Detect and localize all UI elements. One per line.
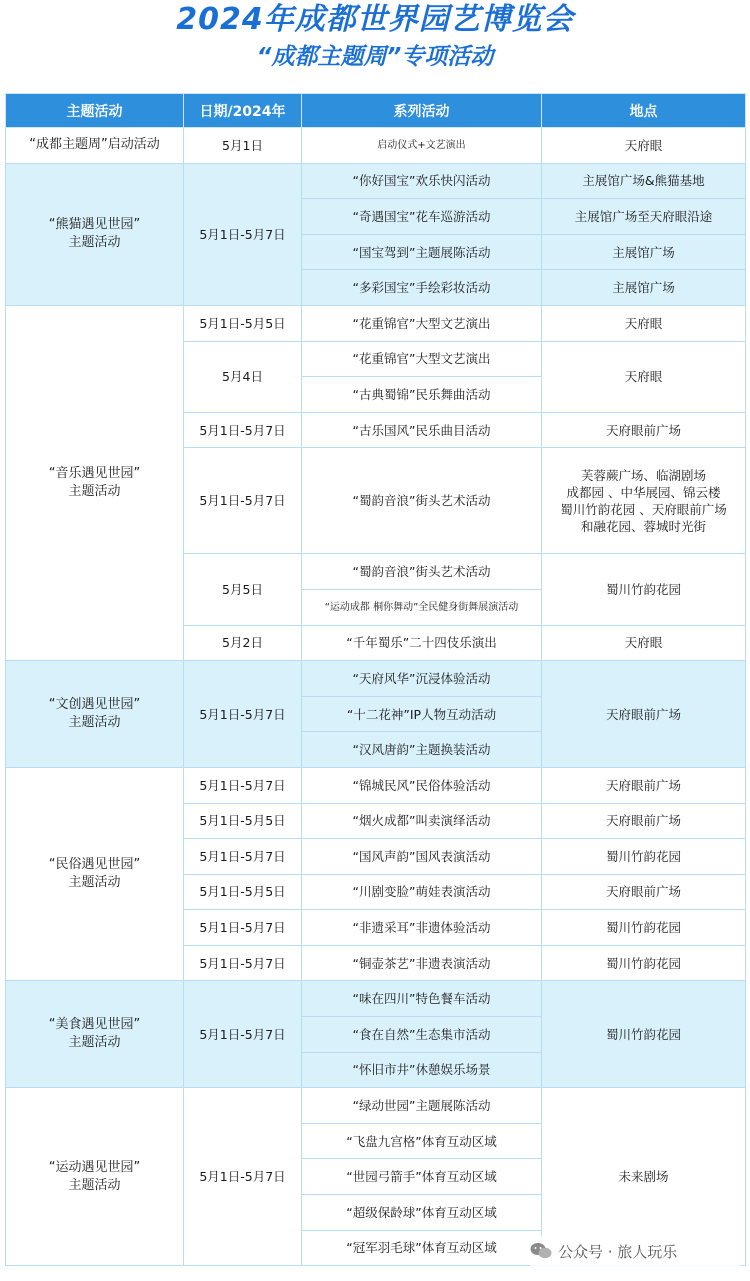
location-cell: 天府眼 bbox=[542, 341, 746, 412]
date-cell: 5月1日-5月7日 bbox=[184, 839, 302, 875]
theme-cell: “熊猫遇见世园” 主题活动 bbox=[6, 163, 184, 305]
location-cell: 蜀川竹韵花园 bbox=[542, 981, 746, 1088]
table-row bbox=[6, 981, 746, 1017]
table-row bbox=[6, 1088, 746, 1124]
table-body bbox=[6, 128, 746, 1266]
schedule-table-wrap bbox=[5, 93, 745, 1273]
location-cell: 天府眼前广场 bbox=[542, 803, 746, 839]
location-cell: 未来剧场 bbox=[542, 1088, 746, 1266]
activity-cell: “国宝驾到”主题展陈活动 bbox=[302, 234, 542, 270]
activity-cell: “绿动世园”主题展陈活动 bbox=[302, 1088, 542, 1124]
activity-cell: “冠军羽毛球”体育互动区域 bbox=[302, 1230, 542, 1266]
activity-cell: “飞盘九宫格”体育互动区域 bbox=[302, 1123, 542, 1159]
activity-cell: “川剧变脸”萌娃表演活动 bbox=[302, 874, 542, 910]
page-header bbox=[0, 0, 750, 92]
table-header-row bbox=[6, 94, 746, 128]
watermark bbox=[530, 1236, 740, 1266]
column-header-date: 日期/2024年 bbox=[184, 94, 302, 128]
date-cell: 5月1日-5月7日 bbox=[184, 163, 302, 305]
activity-cell: “奇遇国宝”花车巡游活动 bbox=[302, 199, 542, 235]
date-cell: 5月1日 bbox=[184, 128, 302, 164]
theme-cell: “成都主题周”启动活动 bbox=[6, 128, 184, 164]
date-cell: 5月1日-5月5日 bbox=[184, 803, 302, 839]
table-row bbox=[6, 305, 746, 341]
watermark-text: 公众号 · 旅人玩乐 bbox=[558, 1242, 678, 1261]
location-cell: 蜀川竹韵花园 bbox=[542, 910, 746, 946]
activity-cell: “汉风唐韵”主题换装活动 bbox=[302, 732, 542, 768]
activity-cell: “运动成都 桐你舞动”全民健身街舞展演活动 bbox=[302, 589, 542, 625]
column-header-location: 地点 bbox=[542, 94, 746, 128]
activity-cell: “味在四川”特色餐车活动 bbox=[302, 981, 542, 1017]
location-cell: 蜀川竹韵花园 bbox=[542, 839, 746, 875]
location-cell: 蜀川竹韵花园 bbox=[542, 554, 746, 625]
date-cell: 5月2日 bbox=[184, 625, 302, 661]
theme-cell: “民俗遇见世园” 主题活动 bbox=[6, 767, 184, 981]
wechat-icon bbox=[530, 1242, 552, 1260]
theme-cell: “运动遇见世园” 主题活动 bbox=[6, 1088, 184, 1266]
activity-cell: “非遗采耳”非遗体验活动 bbox=[302, 910, 542, 946]
activity-cell: “食在自然”生态集市活动 bbox=[302, 1017, 542, 1053]
activity-cell: “天府风华”沉浸体验活动 bbox=[302, 661, 542, 697]
location-cell: 主展馆广场 bbox=[542, 234, 746, 270]
page-subtitle: “成都主题周”专项活动 bbox=[256, 44, 494, 70]
location-cell: 主展馆广场 bbox=[542, 270, 746, 306]
activity-cell: “古乐国风”民乐曲目活动 bbox=[302, 412, 542, 448]
date-cell: 5月1日-5月7日 bbox=[184, 945, 302, 981]
column-header-activity: 系列活动 bbox=[302, 94, 542, 128]
activity-cell: “花重锦官”大型文艺演出 bbox=[302, 341, 542, 377]
location-cell: 天府眼 bbox=[542, 625, 746, 661]
date-cell: 5月1日-5月5日 bbox=[184, 305, 302, 341]
theme-cell: “美食遇见世园” 主题活动 bbox=[6, 981, 184, 1088]
location-cell: 天府眼前广场 bbox=[542, 874, 746, 910]
page-title: 2024年成都世界园艺博览会 bbox=[176, 2, 574, 37]
schedule-table bbox=[5, 93, 746, 1266]
location-cell: 天府眼前广场 bbox=[542, 661, 746, 768]
activity-cell: “蜀韵音浪”街头艺术活动 bbox=[302, 554, 542, 590]
date-cell: 5月1日-5月7日 bbox=[184, 1088, 302, 1266]
table-row bbox=[6, 661, 746, 697]
location-cell: 蜀川竹韵花园 bbox=[542, 945, 746, 981]
activity-cell: “锦城民风”民俗体验活动 bbox=[302, 767, 542, 803]
activity-cell: “花重锦官”大型文艺演出 bbox=[302, 305, 542, 341]
activity-cell: “国风声韵”国风表演活动 bbox=[302, 839, 542, 875]
date-cell: 5月1日-5月7日 bbox=[184, 767, 302, 803]
activity-cell: “古典蜀锦”民乐舞曲活动 bbox=[302, 377, 542, 413]
activity-cell: “千年蜀乐”二十四伎乐演出 bbox=[302, 625, 542, 661]
activity-cell: “你好国宝”欢乐快闪活动 bbox=[302, 163, 542, 199]
table-row bbox=[6, 163, 746, 199]
date-cell: 5月1日-5月7日 bbox=[184, 661, 302, 768]
theme-cell: “音乐遇见世园” 主题活动 bbox=[6, 305, 184, 660]
activity-cell: “多彩国宝”手绘彩妆活动 bbox=[302, 270, 542, 306]
location-cell: 主展馆广场&熊猫基地 bbox=[542, 163, 746, 199]
activity-cell: “烟火成都”叫卖演绎活动 bbox=[302, 803, 542, 839]
column-header-theme: 主题活动 bbox=[6, 94, 184, 128]
location-cell: 天府眼前广场 bbox=[542, 767, 746, 803]
location-cell: 天府眼 bbox=[542, 305, 746, 341]
location-cell: 主展馆广场至天府眼沿途 bbox=[542, 199, 746, 235]
activity-cell: “蜀韵音浪”街头艺术活动 bbox=[302, 448, 542, 554]
date-cell: 5月1日-5月7日 bbox=[184, 910, 302, 946]
activity-cell: “铜壶茶艺”非遗表演活动 bbox=[302, 945, 542, 981]
activity-cell: “怀旧市井”休憩娱乐场景 bbox=[302, 1052, 542, 1088]
location-cell: 天府眼前广场 bbox=[542, 412, 746, 448]
theme-cell: “文创遇见世园” 主题活动 bbox=[6, 661, 184, 768]
location-cell: 天府眼 bbox=[542, 128, 746, 164]
activity-cell: 启动仪式+文艺演出 bbox=[302, 128, 542, 164]
date-cell: 5月4日 bbox=[184, 341, 302, 412]
table-row bbox=[6, 767, 746, 803]
date-cell: 5月1日-5月7日 bbox=[184, 448, 302, 554]
table-row bbox=[6, 128, 746, 164]
activity-cell: “世园弓箭手”体育互动区域 bbox=[302, 1159, 542, 1195]
date-cell: 5月5日 bbox=[184, 554, 302, 625]
location-cell: 芙蓉蕨广场、临湖剧场 成都园 、中华展园、锦云楼 蜀川竹韵花园 、天府眼前广场 和融花园、蓉城时光街 bbox=[542, 448, 746, 554]
activity-cell: “十二花神”IP人物互动活动 bbox=[302, 696, 542, 732]
date-cell: 5月1日-5月7日 bbox=[184, 412, 302, 448]
date-cell: 5月1日-5月7日 bbox=[184, 981, 302, 1088]
date-cell: 5月1日-5月5日 bbox=[184, 874, 302, 910]
activity-cell: “超级保龄球”体育互动区域 bbox=[302, 1195, 542, 1231]
